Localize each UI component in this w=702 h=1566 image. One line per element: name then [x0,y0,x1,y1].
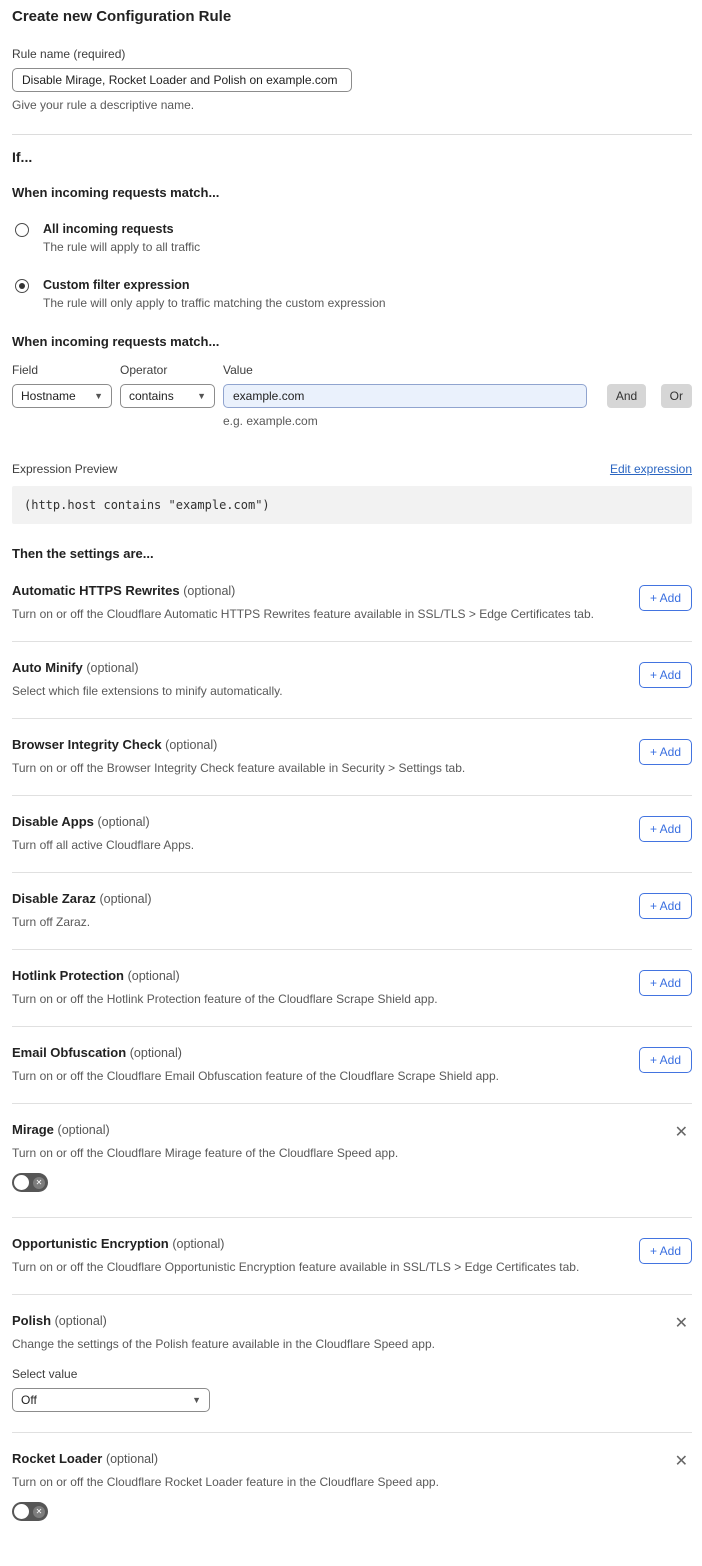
toggle-off-x-icon: ✕ [33,1177,45,1189]
radio-button-icon[interactable] [15,223,29,237]
rule-name-group [12,47,692,112]
settings-list [12,565,692,1546]
toggle-knob [14,1175,29,1190]
or-button[interactable]: Or [661,384,692,408]
setting-section-hotlink-protection [12,950,692,1027]
setting-description: Turn on or off the Cloudflare Mirage feature of the Cloudflare Speed app. [12,1146,399,1160]
field-select-value: Hostname [21,389,76,403]
page-title: Create new Configuration Rule [12,8,232,25]
setting-description: Turn on or off the Cloudflare Automatic HTTPS Rewrites feature available in SSL/TLS > Edge Certificates tab. [12,607,594,621]
setting-toggle-off[interactable] [12,1502,48,1521]
setting-title: Hotlink Protection (optional) [12,968,180,983]
setting-section-email-obfuscation [12,1027,692,1104]
setting-toggle-off[interactable] [12,1173,48,1192]
setting-section-auto-minify [12,642,692,719]
radio-button-icon[interactable] [15,279,29,293]
filter-builder-heading: When incoming requests match... [12,334,220,349]
incoming-requests-match-heading: When incoming requests match... [12,185,220,200]
setting-section-polish [12,1295,692,1433]
radio-all-incoming-requests[interactable] [12,222,692,254]
edit-expression-link[interactable]: Edit expression [609,462,692,476]
add-setting-button[interactable]: + Add [639,585,692,611]
setting-title: Rocket Loader (optional) [12,1451,159,1466]
radio-label: All incoming requests [43,222,174,236]
value-hint: e.g. example.com [223,414,318,428]
setting-description: Turn off all active Cloudflare Apps. [12,838,195,852]
chevron-down-icon: ▼ [94,391,103,401]
operator-label: Operator [120,363,168,377]
setting-description: Select which file extensions to minify automatically. [12,684,283,698]
setting-value-select[interactable] [12,1388,210,1412]
setting-description: Change the settings of the Polish feature available in the Cloudflare Speed app. [12,1337,435,1351]
setting-section-disable-zaraz [12,873,692,950]
select-value-label: Select value [12,1367,78,1381]
rule-name-help: Give your rule a descriptive name. [12,98,195,112]
setting-title: Auto Minify (optional) [12,660,139,675]
add-setting-button[interactable]: + Add [639,1238,692,1264]
add-setting-button[interactable]: + Add [639,1047,692,1073]
chevron-down-icon: ▼ [192,1395,201,1405]
setting-section-mirage [12,1104,692,1218]
setting-section-automatic-https-rewrites [12,565,692,642]
expression-preview-label: Expression Preview [12,462,118,476]
add-setting-button[interactable]: + Add [639,816,692,842]
if-heading: If... [12,149,33,165]
expression-preview-header [12,462,692,476]
toggle-off-x-icon: ✕ [33,1506,45,1518]
setting-section-opportunistic-encryption [12,1218,692,1295]
setting-title: Polish (optional) [12,1313,107,1328]
match-type-radio-group [12,222,692,310]
rule-name-input[interactable] [12,68,352,92]
add-setting-button[interactable]: + Add [639,970,692,996]
filter-expression-builder [12,363,692,428]
operator-select-value: contains [129,389,174,403]
rule-name-label: Rule name (required) [12,47,126,61]
setting-section-browser-integrity-check [12,719,692,796]
close-icon[interactable]: ✕ [674,1315,688,1332]
setting-description: Turn on or off the Hotlink Protection feature of the Cloudflare Scrape Shield app. [12,992,438,1006]
close-icon[interactable]: ✕ [674,1124,688,1141]
setting-title: Opportunistic Encryption (optional) [12,1236,225,1251]
setting-section-disable-apps [12,796,692,873]
radio-label: Custom filter expression [43,278,190,292]
radio-custom-filter-expression[interactable] [12,278,692,310]
setting-description: Turn off Zaraz. [12,915,91,929]
setting-title: Mirage (optional) [12,1122,110,1137]
setting-description: Turn on or off the Cloudflare Rocket Loader feature in the Cloudflare Speed app. [12,1475,439,1489]
field-select[interactable] [12,384,112,408]
setting-section-rocket-loader [12,1433,692,1546]
setting-title: Disable Apps (optional) [12,814,150,829]
radio-description: The rule will apply to all traffic [43,240,201,254]
add-setting-button[interactable]: + Add [639,662,692,688]
chevron-down-icon: ▼ [197,391,206,401]
setting-title: Email Obfuscation (optional) [12,1045,182,1060]
toggle-knob [14,1504,29,1519]
setting-select-value: Off [21,1393,37,1407]
setting-title: Disable Zaraz (optional) [12,891,152,906]
section-divider [12,134,692,135]
operator-select[interactable] [120,384,215,408]
and-button[interactable]: And [607,384,646,408]
expression-preview-code: (http.host contains "example.com") [12,486,692,524]
add-setting-button[interactable]: + Add [639,739,692,765]
setting-title: Automatic HTTPS Rewrites (optional) [12,583,236,598]
setting-description: Turn on or off the Browser Integrity Check feature available in Security > Settings tab. [12,761,466,775]
setting-description: Turn on or off the Cloudflare Opportunistic Encryption feature available in SSL/TLS > Edge Certificates tab. [12,1260,580,1274]
setting-title: Browser Integrity Check (optional) [12,737,218,752]
radio-description: The rule will only apply to traffic matching the custom expression [43,296,386,310]
setting-description: Turn on or off the Cloudflare Email Obfuscation feature of the Cloudflare Scrape Shield app. [12,1069,499,1083]
then-settings-heading: Then the settings are... [12,546,154,561]
value-label: Value [223,363,253,377]
close-icon[interactable]: ✕ [674,1453,688,1470]
field-label: Field [12,363,39,377]
add-setting-button[interactable]: + Add [639,893,692,919]
value-input[interactable] [223,384,587,408]
